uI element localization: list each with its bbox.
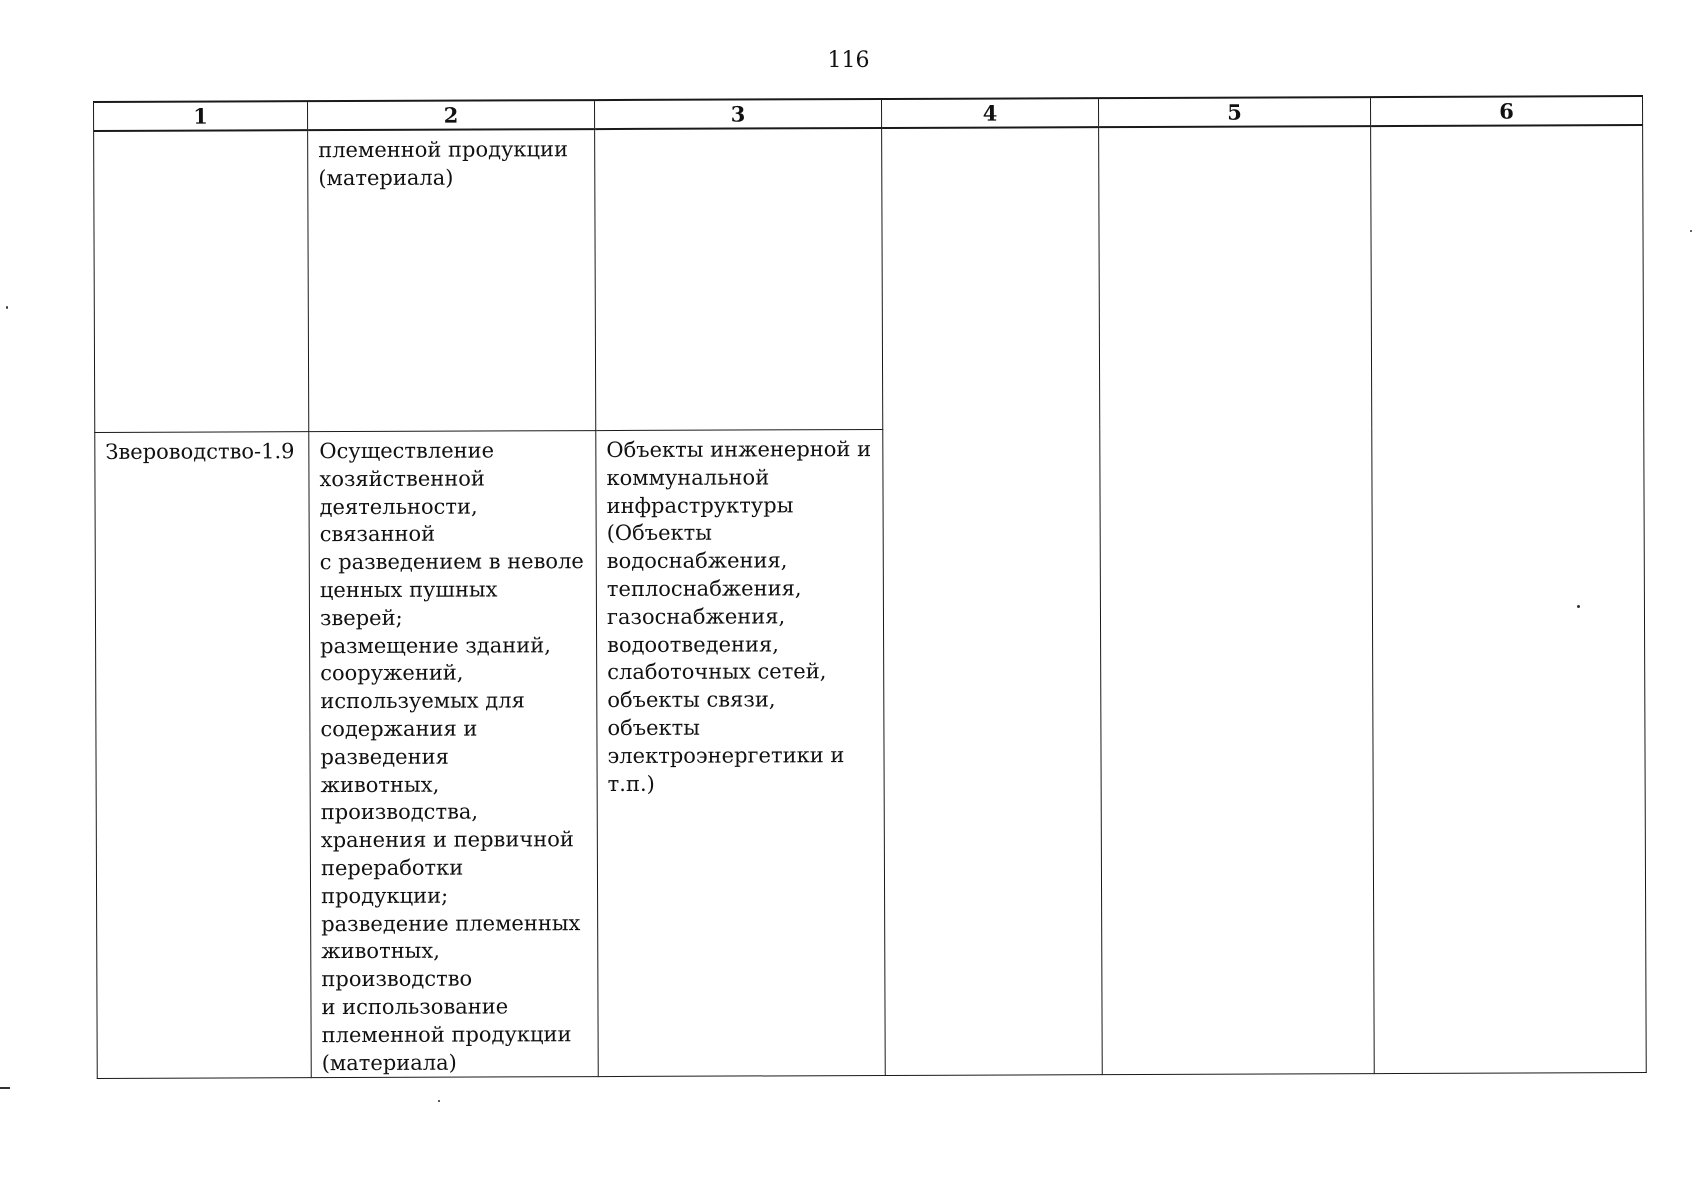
column-header-5: 5 bbox=[1098, 97, 1370, 127]
cell-row2-col2 bbox=[309, 431, 598, 1078]
column-header-3: 3 bbox=[595, 99, 882, 129]
cell-text bbox=[882, 128, 1098, 135]
column-header-1: 1 bbox=[94, 101, 308, 131]
cell-row2-col3 bbox=[596, 429, 885, 1076]
cell-text bbox=[595, 129, 881, 136]
scan-speck bbox=[438, 1100, 440, 1102]
scan-speck bbox=[0, 1087, 10, 1089]
cell-col5-merged bbox=[1099, 126, 1375, 1075]
cell-text bbox=[1099, 127, 1370, 134]
page-number: 116 bbox=[827, 48, 870, 73]
cell-text: Звероводство-1.9 bbox=[105, 439, 295, 464]
cell-col4-merged bbox=[882, 127, 1103, 1076]
scan-speck bbox=[6, 306, 8, 309]
cell-row2-col1 bbox=[95, 432, 311, 1079]
document-table bbox=[93, 95, 1647, 1079]
cell-row1-col1 bbox=[94, 130, 309, 432]
column-header-2: 2 bbox=[308, 100, 595, 130]
cell-col6-merged bbox=[1371, 125, 1647, 1074]
column-header-4: 4 bbox=[881, 98, 1098, 128]
scan-speck bbox=[1690, 230, 1692, 232]
scan-speck bbox=[1577, 605, 1580, 608]
cell-text bbox=[94, 131, 307, 138]
cell-text: Объекты инженерной и коммунальной инфраструктуры (Объекты водоснабжения, теплоснабжения, газоснабжения, водоотведения, слаботочных сетей, объекты связи, объекты электроэнергетики и т.п.) bbox=[606, 437, 872, 796]
cell-row1-col3 bbox=[595, 128, 883, 431]
cell-text: Осуществление хозяйственной деятельности, связанной с разведением в неволе ценных пушных зверей; размещение зданий, сооружений, используемых для содержания и разведения животных, производства, хранения и первичной переработки продукции; разведение племенных животных, производство и использование племенной продукции (материала) bbox=[319, 438, 584, 1075]
table-row bbox=[94, 125, 1644, 432]
column-header-6: 6 bbox=[1370, 96, 1642, 126]
cell-row1-col2 bbox=[308, 129, 596, 432]
cell-text bbox=[1371, 126, 1642, 133]
cell-text: племенной продукции (материала) bbox=[318, 137, 569, 190]
